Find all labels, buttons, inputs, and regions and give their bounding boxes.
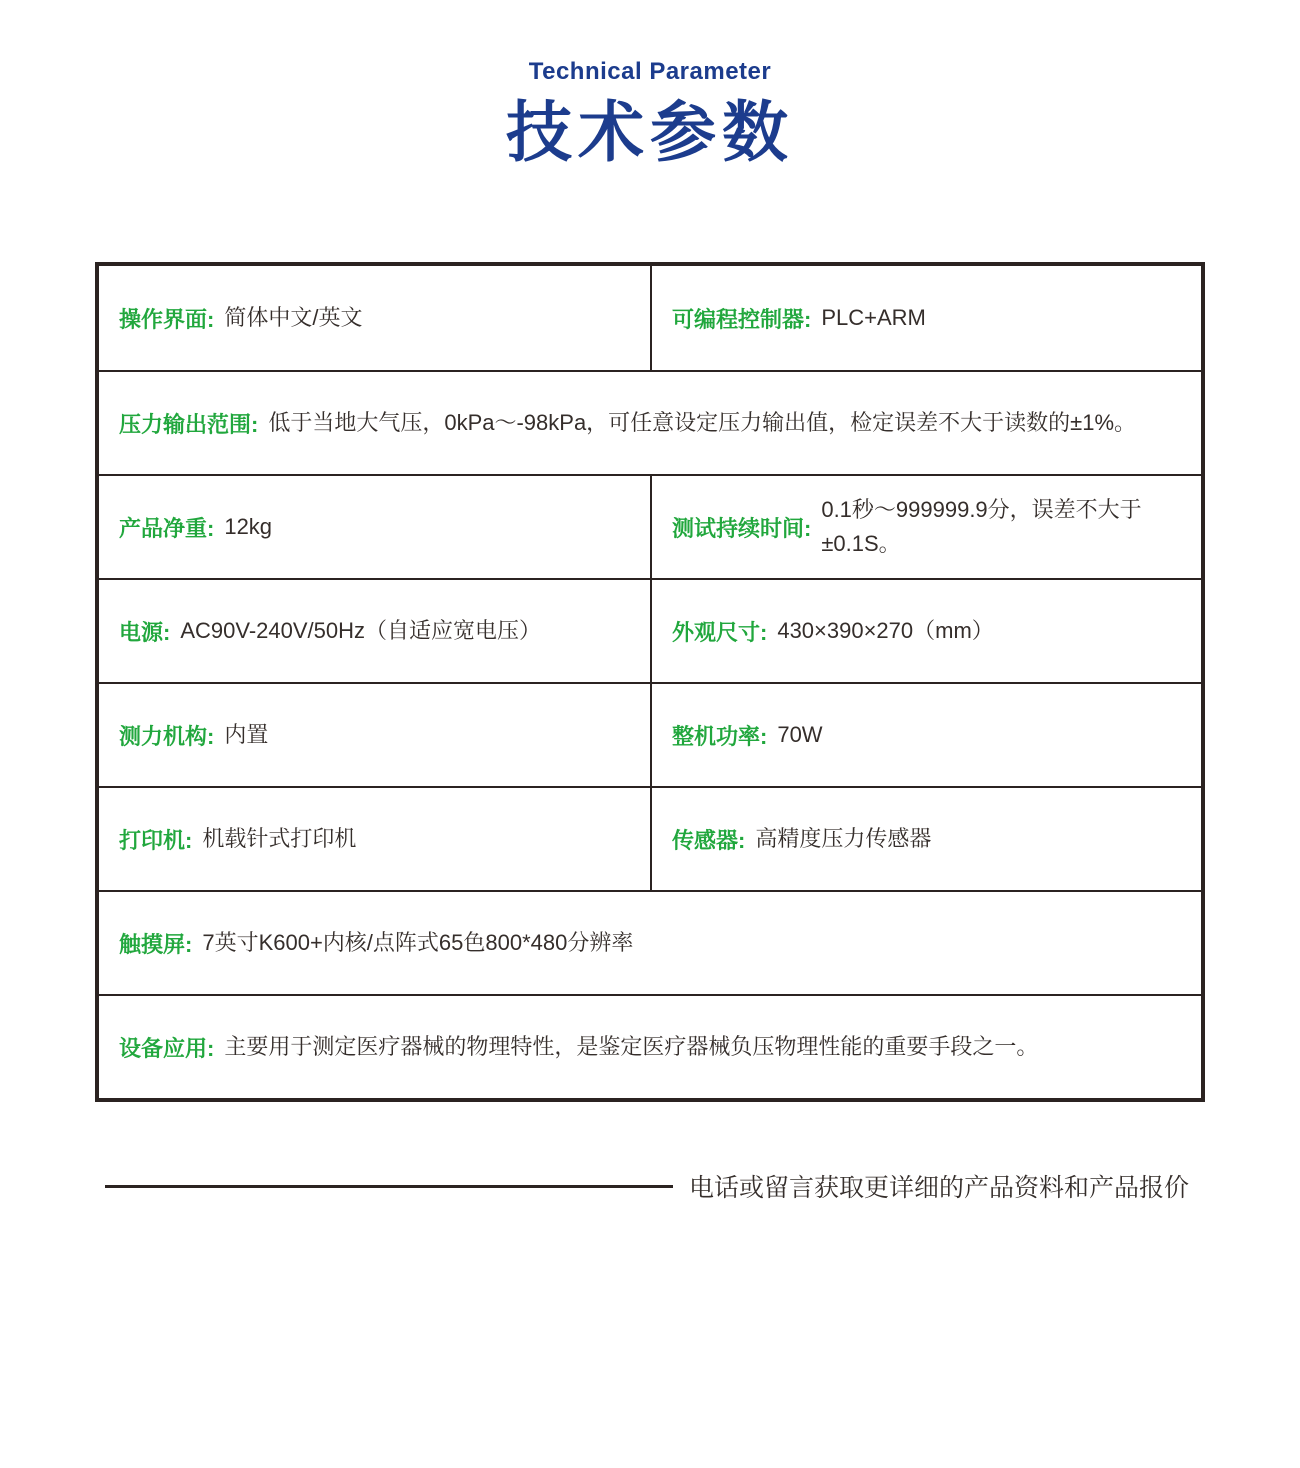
table-row [99, 786, 1201, 890]
param-value: PLC+ARM [821, 304, 926, 330]
table-row [99, 266, 1201, 370]
table-row [99, 474, 1201, 578]
param-value: 0.1秒～999999.9分，误差不大于±0.1S。 [821, 496, 1142, 556]
param-pressure-output-range [99, 372, 1201, 474]
param-value: 7英寸K600+内核/点阵式65色800*480分辨率 [202, 929, 634, 955]
param-touch-screen [99, 892, 1201, 994]
param-value: AC90V-240V/50Hz（自适应宽电压） [180, 617, 541, 643]
param-value: 高精度压力传感器 [755, 825, 932, 851]
table-row [99, 578, 1201, 682]
param-label: 操作界面: [119, 306, 215, 332]
param-label: 测试持续时间: [672, 515, 812, 541]
param-value: 70W [777, 721, 823, 747]
param-value: 内置 [224, 721, 269, 747]
footer-note: 电话或留言获取更详细的产品资料和产品报价 [689, 1174, 1190, 1202]
spec-table [95, 262, 1205, 1102]
param-value: 12kg [224, 513, 273, 539]
param-label: 可编程控制器: [672, 306, 812, 332]
param-label: 传感器: [672, 827, 746, 853]
param-label: 触摸屏: [119, 931, 193, 957]
param-label: 电源: [119, 619, 171, 645]
param-value: 简体中文/英文 [224, 304, 363, 330]
footer [105, 1168, 1215, 1204]
param-label: 打印机: [119, 827, 193, 853]
page-title: 技术参数 [506, 95, 794, 169]
param-force-mechanism [99, 684, 650, 786]
table-row [99, 994, 1201, 1098]
param-power-supply [99, 580, 650, 682]
param-application [99, 996, 1201, 1098]
param-test-duration [650, 476, 1201, 578]
table-row [99, 890, 1201, 994]
param-dimensions [650, 580, 1201, 682]
table-row [99, 370, 1201, 474]
param-printer [99, 788, 650, 890]
param-label: 设备应用: [119, 1035, 215, 1061]
table-row [99, 682, 1201, 786]
param-label: 整机功率: [672, 723, 768, 749]
param-label: 产品净重: [119, 515, 215, 541]
param-programmable-controller [650, 266, 1201, 370]
param-net-weight [99, 476, 650, 578]
divider-line [105, 1185, 673, 1188]
param-label: 测力机构: [119, 723, 215, 749]
param-value: 低于当地大气压，0kPa～-98kPa，可任意设定压力输出值，检定误差不大于读数的±1%。 [268, 409, 1137, 435]
param-sensor [650, 788, 1201, 890]
param-label: 压力输出范围: [119, 411, 259, 437]
subtitle-english: Technical Parameter [528, 58, 772, 85]
param-operation-interface [99, 266, 650, 370]
param-label: 外观尺寸: [672, 619, 768, 645]
page-header [0, 0, 1300, 169]
param-total-power [650, 684, 1201, 786]
param-value: 430×390×270（mm） [777, 617, 994, 643]
param-value: 主要用于测定医疗器械的物理特性，是鉴定医疗器械负压物理性能的重要手段之一。 [224, 1033, 1039, 1059]
param-value: 机载针式打印机 [202, 825, 357, 851]
